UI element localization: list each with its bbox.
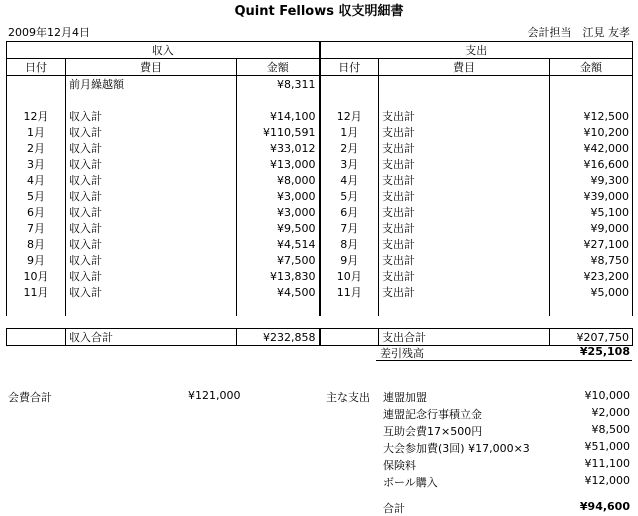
- section-header-row: [7, 42, 633, 59]
- income-amount-cell: ¥3,000: [237, 204, 320, 220]
- expense-amount-cell: ¥12,500: [550, 108, 633, 124]
- carryover-row: [7, 76, 633, 93]
- main-expense-amount: ¥10,000: [584, 389, 630, 402]
- main-expense-name: 互助会費17×500円: [383, 425, 483, 438]
- income-item-cell: 収入計: [66, 204, 237, 220]
- income-month-cell: 9月: [7, 252, 66, 268]
- expense-month-cell: 6月: [320, 204, 379, 220]
- expense-amount-cell: ¥39,000: [550, 188, 633, 204]
- expense-section-header: 支出: [320, 42, 633, 59]
- carryover-amount: ¥8,311: [237, 76, 320, 93]
- income-total-label: 収入合計: [66, 329, 237, 346]
- expense-amount-cell: ¥9,300: [550, 172, 633, 188]
- treasurer-name: 会計担当 江見 友孝: [527, 26, 630, 39]
- expense-date-header: 日付: [320, 59, 379, 76]
- expense-item-cell: 支出計: [379, 108, 550, 124]
- income-month-cell: 5月: [7, 188, 66, 204]
- expense-amount-cell: ¥5,100: [550, 204, 633, 220]
- expense-item-cell: 支出計: [379, 204, 550, 220]
- expense-item-header: 費目: [379, 59, 550, 76]
- income-month-cell: 7月: [7, 220, 66, 236]
- income-item-cell: 収入計: [66, 172, 237, 188]
- income-item-cell: 収入計: [66, 124, 237, 140]
- expense-item-cell: 支出計: [379, 124, 550, 140]
- expense-amount-cell: ¥10,200: [550, 124, 633, 140]
- column-header-row: [7, 59, 633, 76]
- expense-month-cell: 12月: [320, 108, 379, 124]
- income-amount-cell: ¥13,000: [237, 156, 320, 172]
- expense-month-cell: 2月: [320, 140, 379, 156]
- expense-item-cell: 支出計: [379, 268, 550, 284]
- ledger-row: [7, 188, 633, 204]
- expense-item-cell: 支出計: [379, 252, 550, 268]
- income-item-cell: 収入計: [66, 156, 237, 172]
- income-item-cell: 収入計: [66, 140, 237, 156]
- expense-month-cell: 3月: [320, 156, 379, 172]
- income-month-cell: 8月: [7, 236, 66, 252]
- main-expense-amount: ¥51,000: [584, 440, 630, 453]
- income-amount-header: 金額: [237, 59, 320, 76]
- expense-amount-cell: ¥16,600: [550, 156, 633, 172]
- ledger-row: [7, 236, 633, 252]
- expense-amount-cell: ¥9,000: [550, 220, 633, 236]
- balance-underline: [376, 360, 632, 361]
- income-amount-cell: ¥110,591: [237, 124, 320, 140]
- main-expense-amount: ¥12,000: [584, 474, 630, 487]
- income-total-amount: ¥232,858: [237, 329, 320, 346]
- main-expense-amount: ¥8,500: [591, 423, 630, 436]
- ledger-row: [7, 204, 633, 220]
- expense-month-cell: 8月: [320, 236, 379, 252]
- expense-item-cell: 支出計: [379, 172, 550, 188]
- income-month-cell: 4月: [7, 172, 66, 188]
- income-month-cell: 10月: [7, 268, 66, 284]
- income-item-cell: 収入計: [66, 220, 237, 236]
- expense-amount-cell: ¥23,200: [550, 268, 633, 284]
- income-month-cell: 12月: [7, 108, 66, 124]
- main-expense-name: 連盟記念行事積立金: [383, 408, 482, 421]
- expense-month-cell: 7月: [320, 220, 379, 236]
- income-item-cell: 収入計: [66, 284, 237, 300]
- income-month-cell: 2月: [7, 140, 66, 156]
- income-amount-cell: ¥4,514: [237, 236, 320, 252]
- main-expenses-label: 主な支出: [326, 391, 370, 404]
- document-title: Quint Fellows 収支明細書: [234, 4, 404, 19]
- income-item-cell: 収入計: [66, 268, 237, 284]
- expense-month-cell: 1月: [320, 124, 379, 140]
- expense-month-cell: 10月: [320, 268, 379, 284]
- expense-item-cell: 支出計: [379, 156, 550, 172]
- expense-item-cell: 支出計: [379, 284, 550, 300]
- expense-month-cell: 4月: [320, 172, 379, 188]
- totals-row: [7, 329, 633, 346]
- expense-month-cell: 5月: [320, 188, 379, 204]
- income-section-header: 収入: [7, 42, 320, 59]
- ledger-row: [7, 252, 633, 268]
- main-expense-name: 連盟加盟: [383, 391, 427, 404]
- income-amount-cell: ¥13,830: [237, 268, 320, 284]
- expense-amount-cell: ¥5,000: [550, 284, 633, 300]
- main-expenses-total-label: 合計: [383, 502, 405, 515]
- expense-amount-header: 金額: [550, 59, 633, 76]
- ledger-row: [7, 140, 633, 156]
- income-date-header: 日付: [7, 59, 66, 76]
- ledger-row: [7, 108, 633, 124]
- balance-label: 差引残高: [380, 347, 424, 360]
- blank-row: [7, 300, 633, 316]
- income-amount-cell: ¥4,500: [237, 284, 320, 300]
- fees-label: 会費合計: [8, 391, 52, 404]
- expense-month-cell: 11月: [320, 284, 379, 300]
- ledger-row: [7, 156, 633, 172]
- income-item-header: 費目: [66, 59, 237, 76]
- income-month-cell: 6月: [7, 204, 66, 220]
- ledger-table: [6, 41, 633, 346]
- income-amount-cell: ¥33,012: [237, 140, 320, 156]
- income-month-cell: 11月: [7, 284, 66, 300]
- statement-date: 2009年12月4日: [8, 26, 90, 39]
- income-item-cell: 収入計: [66, 236, 237, 252]
- income-month-cell: 3月: [7, 156, 66, 172]
- ledger-row: [7, 172, 633, 188]
- income-amount-cell: ¥8,000: [237, 172, 320, 188]
- expense-total-amount: ¥207,750: [550, 329, 633, 346]
- ledger-row: [7, 220, 633, 236]
- expense-amount-cell: ¥27,100: [550, 236, 633, 252]
- ledger-row: [7, 284, 633, 300]
- main-expense-name: ボール購入: [383, 476, 438, 489]
- ledger-row: [7, 268, 633, 284]
- main-expenses-total-amount: ¥94,600: [579, 500, 630, 513]
- main-expense-name: 大会参加費(3回) ¥17,000×3: [383, 442, 530, 455]
- carryover-label: 前月繰越額: [66, 76, 237, 93]
- expense-total-label: 支出合計: [379, 329, 550, 346]
- main-expense-amount: ¥11,100: [584, 457, 630, 470]
- expense-item-cell: 支出計: [379, 188, 550, 204]
- expense-amount-cell: ¥8,750: [550, 252, 633, 268]
- main-expense-name: 保険料: [383, 459, 416, 472]
- expense-amount-cell: ¥42,000: [550, 140, 633, 156]
- income-item-cell: 収入計: [66, 108, 237, 124]
- ledger-row: [7, 124, 633, 140]
- income-amount-cell: ¥9,500: [237, 220, 320, 236]
- income-amount-cell: ¥7,500: [237, 252, 320, 268]
- income-amount-cell: ¥14,100: [237, 108, 320, 124]
- balance-amount: ¥25,108: [579, 345, 630, 358]
- main-expense-amount: ¥2,000: [591, 406, 630, 419]
- expense-month-cell: 9月: [320, 252, 379, 268]
- fees-amount: ¥121,000: [188, 389, 241, 402]
- expense-item-cell: 支出計: [379, 236, 550, 252]
- expense-item-cell: 支出計: [379, 220, 550, 236]
- blank-row: [7, 92, 633, 108]
- income-amount-cell: ¥3,000: [237, 188, 320, 204]
- expense-item-cell: 支出計: [379, 140, 550, 156]
- spacer-row: [7, 316, 633, 329]
- income-item-cell: 収入計: [66, 188, 237, 204]
- income-item-cell: 収入計: [66, 252, 237, 268]
- income-month-cell: 1月: [7, 124, 66, 140]
